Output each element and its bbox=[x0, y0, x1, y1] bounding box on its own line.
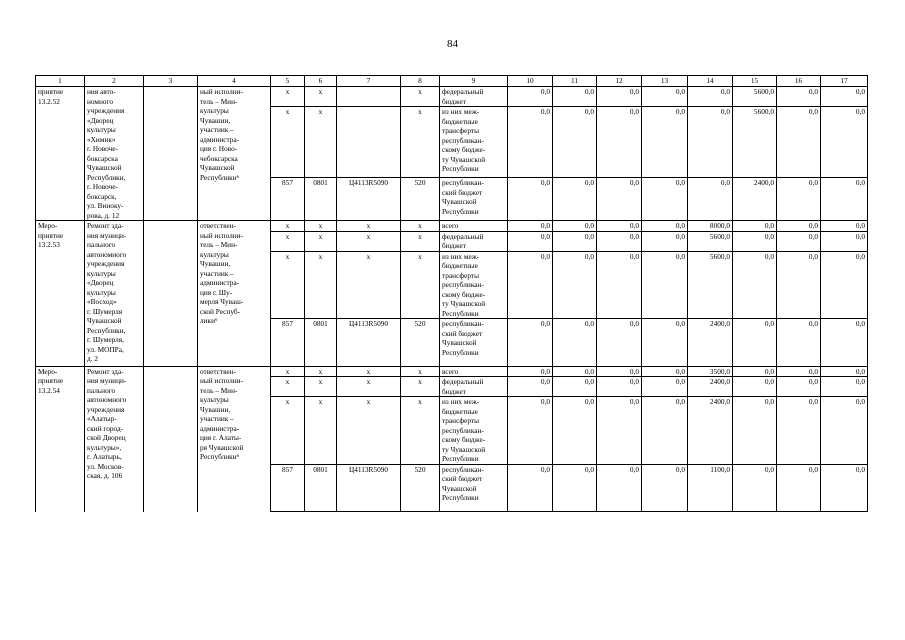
amount-cell: 8000,0 bbox=[688, 221, 733, 232]
column-number-cell: 7 bbox=[337, 76, 401, 87]
amount-cell: 0,0 bbox=[642, 231, 688, 251]
funding-source-cell: республикан- ский бюджет Чувашской Республики bbox=[440, 178, 508, 221]
amount-cell: 0,0 bbox=[777, 251, 821, 319]
object-name-cell: ния авто- номного учреждения «Дворец культуры «Химик» г. Новоче- боксарска Чувашской Республики, г. Новоче- боксарск, ул. Виноку- рова, д. 12 bbox=[85, 87, 144, 221]
classification-code-cell: х bbox=[401, 377, 440, 397]
amount-cell: 0,0 bbox=[553, 221, 597, 232]
amount-cell: 0,0 bbox=[777, 178, 821, 221]
measure-cell: Меро- приятие 13.2.54 bbox=[36, 366, 85, 512]
funding-source-cell: республикан- ский бюджет Чувашской Республики bbox=[440, 319, 508, 367]
classification-code-cell: х bbox=[337, 251, 401, 319]
amount-cell: 5600,0 bbox=[733, 107, 777, 178]
amount-cell: 0,0 bbox=[821, 319, 868, 367]
amount-cell: 0,0 bbox=[733, 221, 777, 232]
column-number-cell: 5 bbox=[271, 76, 305, 87]
amount-cell: 0,0 bbox=[733, 464, 777, 512]
column-number-cell: 3 bbox=[144, 76, 198, 87]
classification-code-cell: х bbox=[337, 377, 401, 397]
classification-code-cell: 520 bbox=[401, 464, 440, 512]
amount-cell: 0,0 bbox=[733, 251, 777, 319]
classification-code-cell: х bbox=[305, 377, 337, 397]
empty-cell bbox=[144, 366, 198, 512]
classification-code-cell: х bbox=[271, 87, 305, 107]
amount-cell: 0,0 bbox=[821, 366, 868, 377]
classification-code-cell: х bbox=[305, 221, 337, 232]
classification-code-cell: х bbox=[401, 397, 440, 465]
amount-cell: 0,0 bbox=[553, 107, 597, 178]
funding-source-cell: республикан- ский бюджет Чувашской Республики bbox=[440, 464, 508, 512]
classification-code-cell: х bbox=[305, 397, 337, 465]
amount-cell: 0,0 bbox=[642, 377, 688, 397]
amount-cell: 0,0 bbox=[597, 377, 642, 397]
amount-cell: 0,0 bbox=[508, 397, 553, 465]
amount-cell: 0,0 bbox=[508, 107, 553, 178]
amount-cell: 0,0 bbox=[508, 178, 553, 221]
measure-cell: приятие 13.2.52 bbox=[36, 87, 85, 221]
amount-cell: 0,0 bbox=[553, 319, 597, 367]
classification-code-cell: х bbox=[305, 231, 337, 251]
amount-cell: 0,0 bbox=[821, 464, 868, 512]
column-number-cell: 16 bbox=[777, 76, 821, 87]
amount-cell: 0,0 bbox=[642, 178, 688, 221]
classification-code-cell bbox=[337, 107, 401, 178]
amount-cell: 0,0 bbox=[553, 377, 597, 397]
executor-cell: ответствен- ный исполни- тель – Мин- культуры Чувашии, участник – администра- ция г. Шу- мерля Чуваш- ской Респуб- лики⁶ bbox=[198, 221, 271, 367]
funding-source-cell: федеральный бюджет bbox=[440, 231, 508, 251]
amount-cell: 0,0 bbox=[597, 464, 642, 512]
classification-code-cell: х bbox=[337, 221, 401, 232]
amount-cell: 0,0 bbox=[508, 366, 553, 377]
amount-cell: 0,0 bbox=[642, 87, 688, 107]
column-number-cell: 13 bbox=[642, 76, 688, 87]
amount-cell: 0,0 bbox=[777, 366, 821, 377]
column-number-cell: 14 bbox=[688, 76, 733, 87]
amount-cell: 0,0 bbox=[597, 178, 642, 221]
amount-cell: 0,0 bbox=[642, 107, 688, 178]
classification-code-cell: 857 bbox=[271, 319, 305, 367]
amount-cell: 0,0 bbox=[777, 397, 821, 465]
object-name-cell: Ремонт зда- ния муници- пального автономного учреждения «Алатыр- ский город- ской Дворец культуры», г. Алатырь, ул. Москов- ская, д. 106 bbox=[85, 366, 144, 512]
column-number-cell: 10 bbox=[508, 76, 553, 87]
amount-cell: 2400,0 bbox=[688, 319, 733, 367]
amount-cell: 0,0 bbox=[821, 221, 868, 232]
classification-code-cell: х bbox=[305, 87, 337, 107]
funding-source-cell: из них меж- бюджетные трансферты республикан- скому бюдже- ту Чувашской Республики bbox=[440, 251, 508, 319]
amount-cell: 0,0 bbox=[733, 366, 777, 377]
amount-cell: 0,0 bbox=[688, 107, 733, 178]
classification-code-cell: 857 bbox=[271, 178, 305, 221]
amount-cell: 0,0 bbox=[733, 397, 777, 465]
amount-cell: 0,0 bbox=[821, 397, 868, 465]
table-row bbox=[36, 87, 868, 107]
column-number-cell: 8 bbox=[401, 76, 440, 87]
funding-source-cell: из них меж- бюджетные трансферты республикан- скому бюдже- ту Чувашской Республики bbox=[440, 107, 508, 178]
amount-cell: 0,0 bbox=[597, 366, 642, 377]
column-number-cell: 11 bbox=[553, 76, 597, 87]
amount-cell: 0,0 bbox=[508, 377, 553, 397]
amount-cell: 0,0 bbox=[733, 231, 777, 251]
funding-source-cell: всего bbox=[440, 221, 508, 232]
classification-code-cell: х bbox=[271, 231, 305, 251]
amount-cell: 0,0 bbox=[821, 377, 868, 397]
classification-code-cell: Ц4113R5090 bbox=[337, 319, 401, 367]
amount-cell: 0,0 bbox=[642, 221, 688, 232]
classification-code-cell: х bbox=[401, 107, 440, 178]
classification-code-cell: х bbox=[305, 107, 337, 178]
classification-code-cell: х bbox=[271, 107, 305, 178]
column-number-cell: 12 bbox=[597, 76, 642, 87]
amount-cell: 0,0 bbox=[642, 397, 688, 465]
amount-cell: 2400,0 bbox=[688, 397, 733, 465]
amount-cell: 0,0 bbox=[821, 251, 868, 319]
amount-cell: 0,0 bbox=[821, 107, 868, 178]
table-row bbox=[36, 221, 868, 232]
column-number-cell: 17 bbox=[821, 76, 868, 87]
classification-code-cell: 857 bbox=[271, 464, 305, 512]
measure-cell: Меро- приятие 13.2.53 bbox=[36, 221, 85, 367]
object-name-cell: Ремонт зда- ния муници- пального автономного учреждения культуры «Дворец культуры «Восход» г. Шумерля Чувашской Республики, г. Шумерля, ул. МОПРа, д. 2 bbox=[85, 221, 144, 367]
funding-source-cell: федеральный бюджет bbox=[440, 87, 508, 107]
amount-cell: 0,0 bbox=[642, 464, 688, 512]
amount-cell: 0,0 bbox=[777, 87, 821, 107]
amount-cell: 1100,0 bbox=[688, 464, 733, 512]
amount-cell: 0,0 bbox=[553, 366, 597, 377]
classification-code-cell: х bbox=[305, 366, 337, 377]
column-number-cell: 2 bbox=[85, 76, 144, 87]
classification-code-cell: х bbox=[401, 87, 440, 107]
classification-code-cell: 0801 bbox=[305, 178, 337, 221]
classification-code-cell: х bbox=[401, 366, 440, 377]
amount-cell: 0,0 bbox=[642, 366, 688, 377]
amount-cell: 0,0 bbox=[597, 251, 642, 319]
amount-cell: 2400,0 bbox=[688, 377, 733, 397]
amount-cell: 2400,0 bbox=[733, 178, 777, 221]
amount-cell: 0,0 bbox=[508, 221, 553, 232]
executor-cell: ответствен- ный исполни- тель – Мин- культуры Чувашии, участник – администра- ция г. Алаты- ря Чувашской Республики⁶ bbox=[198, 366, 271, 512]
amount-cell: 0,0 bbox=[553, 178, 597, 221]
funding-source-cell: федеральный бюджет bbox=[440, 377, 508, 397]
amount-cell: 5600,0 bbox=[733, 87, 777, 107]
column-number-cell: 9 bbox=[440, 76, 508, 87]
classification-code-cell: 0801 bbox=[305, 464, 337, 512]
classification-code-cell: х bbox=[271, 221, 305, 232]
classification-code-cell: х bbox=[271, 251, 305, 319]
amount-cell: 0,0 bbox=[508, 87, 553, 107]
classification-code-cell: х bbox=[401, 251, 440, 319]
amount-cell: 0,0 bbox=[777, 221, 821, 232]
executor-cell: ный исполни- тель – Мин- культуры Чувашии, участник – администра- ция г. Ново- чебоксарска Чувашской Республики⁶ bbox=[198, 87, 271, 221]
classification-code-cell: х bbox=[305, 251, 337, 319]
column-number-cell: 1 bbox=[36, 76, 85, 87]
amount-cell: 3500,0 bbox=[688, 366, 733, 377]
column-number-cell: 6 bbox=[305, 76, 337, 87]
amount-cell: 0,0 bbox=[821, 231, 868, 251]
empty-cell bbox=[144, 221, 198, 367]
amount-cell: 0,0 bbox=[733, 377, 777, 397]
amount-cell: 0,0 bbox=[597, 397, 642, 465]
classification-code-cell: Ц4113R5090 bbox=[337, 464, 401, 512]
amount-cell: 0,0 bbox=[777, 107, 821, 178]
classification-code-cell: 520 bbox=[401, 178, 440, 221]
amount-cell: 0,0 bbox=[508, 464, 553, 512]
classification-code-cell: 0801 bbox=[305, 319, 337, 367]
amount-cell: 0,0 bbox=[642, 319, 688, 367]
classification-code-cell bbox=[337, 87, 401, 107]
amount-cell: 0,0 bbox=[597, 87, 642, 107]
amount-cell: 0,0 bbox=[777, 231, 821, 251]
amount-cell: 0,0 bbox=[553, 251, 597, 319]
classification-code-cell: х bbox=[271, 377, 305, 397]
amount-cell: 0,0 bbox=[821, 178, 868, 221]
amount-cell: 0,0 bbox=[821, 87, 868, 107]
amount-cell: 0,0 bbox=[777, 319, 821, 367]
classification-code-cell: х bbox=[401, 221, 440, 232]
amount-cell: 0,0 bbox=[508, 319, 553, 367]
amount-cell: 5600,0 bbox=[688, 251, 733, 319]
classification-code-cell: х bbox=[271, 397, 305, 465]
amount-cell: 0,0 bbox=[642, 251, 688, 319]
budget-table bbox=[35, 75, 868, 512]
header-row bbox=[36, 76, 868, 87]
page-number: 84 bbox=[447, 38, 458, 50]
amount-cell: 0,0 bbox=[733, 319, 777, 367]
amount-cell: 0,0 bbox=[777, 377, 821, 397]
amount-cell: 0,0 bbox=[777, 464, 821, 512]
amount-cell: 0,0 bbox=[553, 87, 597, 107]
classification-code-cell: х bbox=[337, 231, 401, 251]
amount-cell: 0,0 bbox=[508, 231, 553, 251]
empty-cell bbox=[144, 87, 198, 221]
classification-code-cell: х bbox=[337, 397, 401, 465]
funding-source-cell: всего bbox=[440, 366, 508, 377]
classification-code-cell: 520 bbox=[401, 319, 440, 367]
amount-cell: 0,0 bbox=[597, 319, 642, 367]
amount-cell: 0,0 bbox=[553, 464, 597, 512]
classification-code-cell: Ц4113R5090 bbox=[337, 178, 401, 221]
amount-cell: 0,0 bbox=[597, 231, 642, 251]
column-number-cell: 15 bbox=[733, 76, 777, 87]
amount-cell: 0,0 bbox=[553, 397, 597, 465]
amount-cell: 0,0 bbox=[597, 221, 642, 232]
classification-code-cell: х bbox=[337, 366, 401, 377]
classification-code-cell: х bbox=[271, 366, 305, 377]
column-number-cell: 4 bbox=[198, 76, 271, 87]
amount-cell: 0,0 bbox=[553, 231, 597, 251]
amount-cell: 0,0 bbox=[688, 178, 733, 221]
funding-source-cell: из них меж- бюджетные трансферты республикан- скому бюдже- ту Чувашской Республики bbox=[440, 397, 508, 465]
amount-cell: 0,0 bbox=[597, 107, 642, 178]
classification-code-cell: х bbox=[401, 231, 440, 251]
amount-cell: 5600,0 bbox=[688, 231, 733, 251]
amount-cell: 0,0 bbox=[508, 251, 553, 319]
amount-cell: 0,0 bbox=[688, 87, 733, 107]
table-row bbox=[36, 366, 868, 377]
